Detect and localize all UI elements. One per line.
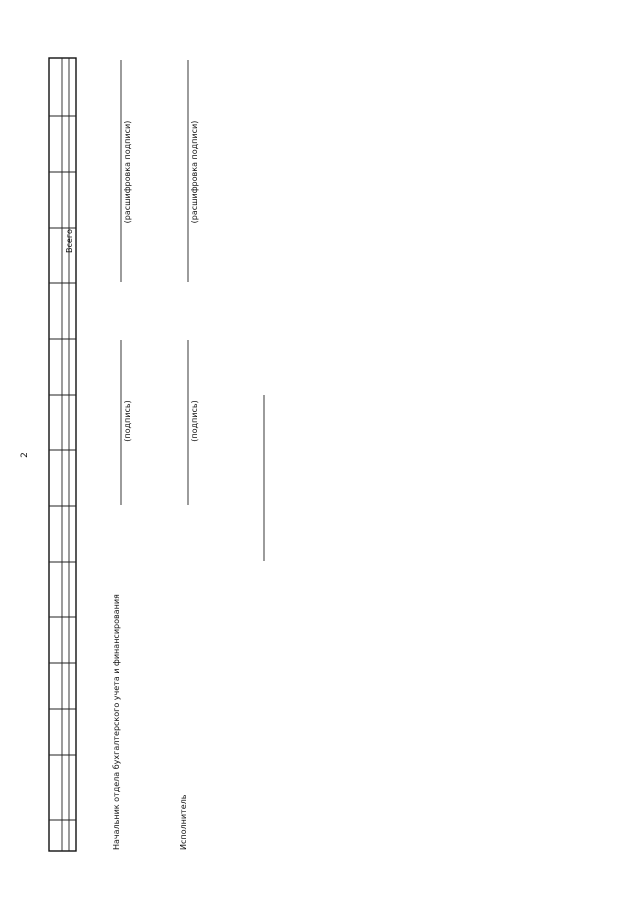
signature-block-head bbox=[112, 60, 132, 850]
summary-table bbox=[49, 58, 76, 851]
table-frame bbox=[49, 58, 76, 851]
table-total-label: Всего bbox=[65, 229, 74, 253]
signature-decode-caption: (расшифровка подписи) bbox=[190, 120, 199, 224]
signature-block-executor bbox=[179, 60, 199, 850]
signature-caption: (подпись) bbox=[190, 400, 199, 442]
signature-caption: (подпись) bbox=[123, 400, 132, 442]
table-row-dividers bbox=[49, 116, 76, 820]
signature-position: Исполнитель bbox=[179, 794, 188, 850]
signature-position: Начальник отдела бухгалтерского учета и финансирования bbox=[112, 594, 121, 850]
signature-decode-caption: (расшифровка подписи) bbox=[123, 120, 132, 224]
page-number: 2 bbox=[20, 452, 30, 458]
